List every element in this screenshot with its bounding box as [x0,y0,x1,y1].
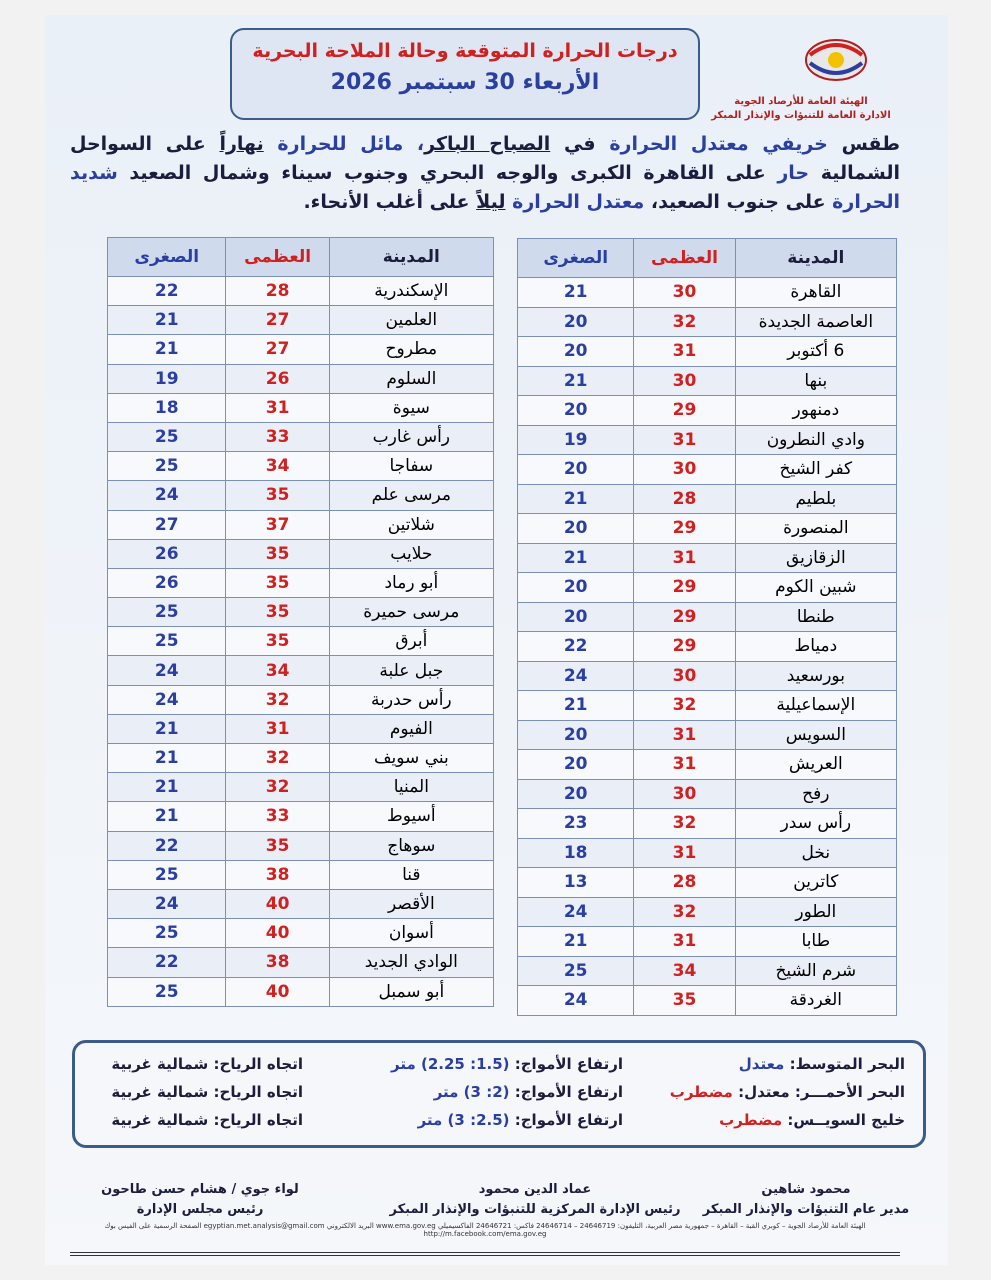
table-row [108,831,494,860]
wave-label: ارتفاع الأمواج: [509,1083,623,1101]
footer-divider [70,1255,900,1256]
city-cell: سفاجا [329,452,493,481]
min-header: الصغرى [518,239,634,278]
max-temp-cell: 28 [226,277,329,306]
min-temp-cell: 20 [518,337,634,367]
city-cell: كفر الشيخ [735,455,896,485]
table-row [518,366,897,396]
city-cell: سوهاج [329,831,493,860]
min-temp-cell: 25 [518,956,634,986]
max-temp-cell: 35 [226,568,329,597]
wave-height [418,1111,623,1129]
table-row [108,422,494,451]
city-cell: شبين الكوم [735,573,896,603]
city-cell: المنصورة [735,514,896,544]
city-header: المدينة [329,238,493,277]
max-temp-cell: 28 [634,868,735,898]
max-temp-cell: 35 [226,831,329,860]
max-temp-cell: 38 [226,948,329,977]
city-cell: طابا [735,927,896,957]
min-temp-cell: 21 [108,773,226,802]
signatory-name: عماد الدين محمود [478,1182,592,1197]
max-temp-cell: 29 [634,632,735,662]
table-row [108,598,494,627]
max-temp-cell: 27 [226,335,329,364]
table-row [518,455,897,485]
table-row [518,838,897,868]
table-row [518,396,897,426]
summary-text: على جنوب الصعيد، [644,191,833,213]
max-temp-cell: 35 [634,986,735,1016]
table-row [108,539,494,568]
table-row [108,393,494,422]
min-temp-cell: 20 [518,514,634,544]
page-title: درجات الحرارة المتوقعة وحالة الملاحة البحرية [252,40,678,62]
city-cell: المنيا [329,773,493,802]
min-temp-cell: 20 [518,602,634,632]
sea-state [670,1083,905,1101]
min-temp-cell: 19 [108,364,226,393]
city-cell: مرسى علم [329,481,493,510]
table-row [108,773,494,802]
title-box [230,28,700,120]
city-cell: الغردقة [735,986,896,1016]
min-temp-cell: 19 [518,425,634,455]
sea-name: البحر المتوسط: [784,1055,905,1073]
table-row [518,632,897,662]
table-row [108,306,494,335]
max-header: العظمى [226,238,329,277]
table-row [518,691,897,721]
max-temp-cell: 37 [226,510,329,539]
city-cell: الأقصر [329,889,493,918]
max-temp-cell: 38 [226,860,329,889]
table-row [108,685,494,714]
org-line-2: الادارة العامة للتنبؤات والإنذار المبكر [711,110,891,121]
table-row [108,656,494,685]
min-temp-cell: 25 [108,860,226,889]
city-header: المدينة [735,239,896,278]
forecast-summary [70,130,900,217]
city-cell: بلطيم [735,484,896,514]
ema-logo-icon [800,35,872,85]
table-row [518,927,897,957]
min-temp-cell: 25 [108,598,226,627]
min-temp-cell: 20 [518,779,634,809]
city-cell: بني سويف [329,744,493,773]
table-row [108,889,494,918]
table-row [518,514,897,544]
signatory-title: رئيس مجلس الإدارة [136,1202,264,1217]
sea-state-value: معتدل [738,1055,785,1073]
max-temp-cell: 34 [226,656,329,685]
min-temp-cell: 22 [108,277,226,306]
min-temp-cell: 24 [108,656,226,685]
city-cell: شرم الشيخ [735,956,896,986]
min-temp-cell: 25 [108,422,226,451]
city-cell: طنطا [735,602,896,632]
city-cell: أبو سمبل [329,977,493,1006]
min-temp-cell: 21 [518,278,634,308]
max-temp-cell: 40 [226,919,329,948]
signatory-name: محمود شاهين [761,1182,851,1197]
city-cell: نخل [735,838,896,868]
summary-text: طقس [827,133,901,155]
max-temp-cell: 28 [634,484,735,514]
city-cell: أسوان [329,919,493,948]
city-cell: مطروح [329,335,493,364]
min-temp-cell: 21 [108,335,226,364]
signatory-title: مدير عام التنبؤات والإنذار المبكر [702,1202,910,1217]
min-temp-cell: 21 [108,744,226,773]
table-row [518,307,897,337]
marine-row [75,1083,923,1109]
city-cell: مرسى حميرة [329,598,493,627]
table-row [518,986,897,1016]
min-temp-cell: 21 [108,714,226,743]
max-temp-cell: 32 [634,897,735,927]
max-temp-cell: 34 [226,452,329,481]
signatory-name: لواء جوي / هشام حسن طاحون [101,1182,299,1197]
min-temp-cell: 24 [108,685,226,714]
table-row [108,744,494,773]
table-row [108,510,494,539]
table-row [518,425,897,455]
summary-text: نهاراً [219,133,264,155]
sea-name: البحر الأحمـــر: معتدل: [732,1083,905,1101]
table-row [108,919,494,948]
max-temp-cell: 35 [226,481,329,510]
table-row [108,335,494,364]
wind-direction: اتجاه الرياح: شمالية غربية [111,1111,303,1129]
table-row [518,779,897,809]
table-row [108,277,494,306]
max-temp-cell: 29 [634,573,735,603]
signature-3 [85,1180,315,1220]
table-row [108,860,494,889]
max-temp-cell: 30 [634,455,735,485]
city-cell: دمنهور [735,396,896,426]
city-cell: بنها [735,366,896,396]
table-row [518,484,897,514]
table-row [518,720,897,750]
sea-name: خليج السويــس: [782,1111,905,1129]
min-temp-cell: 18 [518,838,634,868]
org-name [701,95,901,123]
max-temp-cell: 30 [634,779,735,809]
max-temp-cell: 33 [226,802,329,831]
city-cell: أسيوط [329,802,493,831]
city-cell: السلوم [329,364,493,393]
city-cell: 6 أكتوبر [735,337,896,367]
summary-text: على القاهرة الكبرى والوجه البحري وجنوب سيناء وشمال الصعيد [117,162,778,184]
city-cell: رأس سدر [735,809,896,839]
max-temp-cell: 29 [634,602,735,632]
table-row [518,897,897,927]
max-temp-cell: 29 [634,514,735,544]
marine-row [75,1055,923,1081]
summary-text: ، مائل للحرارة [263,133,425,155]
min-temp-cell: 21 [108,306,226,335]
min-temp-cell: 25 [108,452,226,481]
summary-text: شديد الحرارة [70,162,900,213]
min-temp-cell: 20 [518,455,634,485]
table-row [518,543,897,573]
table-row [108,481,494,510]
table-row [108,714,494,743]
max-temp-cell: 29 [634,396,735,426]
min-temp-cell: 22 [518,632,634,662]
table-row [518,573,897,603]
max-temp-cell: 32 [634,809,735,839]
max-temp-cell: 33 [226,422,329,451]
table-row [108,568,494,597]
min-temp-cell: 23 [518,809,634,839]
min-temp-cell: 24 [518,986,634,1016]
wave-height [434,1083,623,1101]
table-row [518,956,897,986]
max-temp-cell: 30 [634,366,735,396]
city-cell: رفح [735,779,896,809]
city-cell: القاهرة [735,278,896,308]
city-cell: دمياط [735,632,896,662]
city-cell: الإسماعيلية [735,691,896,721]
min-temp-cell: 26 [108,539,226,568]
max-temp-cell: 31 [634,720,735,750]
min-temp-cell: 25 [108,627,226,656]
max-temp-cell: 31 [634,838,735,868]
wave-label: ارتفاع الأمواج: [509,1111,623,1129]
temperature-table-left [107,237,494,1007]
summary-text: حار [777,162,810,184]
max-temp-cell: 31 [634,337,735,367]
table-row [518,661,897,691]
wind-direction: اتجاه الرياح: شمالية غربية [111,1055,303,1073]
min-temp-cell: 20 [518,396,634,426]
min-temp-cell: 24 [518,897,634,927]
min-temp-cell: 21 [518,691,634,721]
max-temp-cell: 31 [634,750,735,780]
summary-text: على السواحل الشمالية [70,133,900,184]
min-temp-cell: 22 [108,948,226,977]
table-row [518,868,897,898]
city-cell: قنا [329,860,493,889]
table-row [108,948,494,977]
city-cell: العلمين [329,306,493,335]
wave-label: ارتفاع الأمواج: [509,1055,623,1073]
city-cell: الإسكندرية [329,277,493,306]
max-temp-cell: 34 [634,956,735,986]
min-temp-cell: 20 [518,307,634,337]
max-temp-cell: 40 [226,889,329,918]
min-temp-cell: 13 [518,868,634,898]
city-cell: العاصمة الجديدة [735,307,896,337]
max-temp-cell: 32 [634,307,735,337]
wave-value: (2: 3) متر [433,1083,510,1101]
temperature-table-right [517,238,897,1016]
summary-text: ليلاً [476,191,506,213]
table-row [108,452,494,481]
max-temp-cell: 27 [226,306,329,335]
city-cell: شلاتين [329,510,493,539]
summary-text: الصباح الباكر [424,133,551,155]
forecast-date: الأربعاء 30 سبتمبر 2026 [330,70,600,95]
summary-text: في [550,133,596,155]
min-temp-cell: 20 [518,750,634,780]
max-temp-cell: 31 [634,927,735,957]
min-temp-cell: 27 [108,510,226,539]
min-temp-cell: 21 [518,484,634,514]
min-temp-cell: 24 [108,889,226,918]
city-cell: الزقازيق [735,543,896,573]
min-temp-cell: 20 [518,720,634,750]
org-line-1: الهيئة العامة للأرصاد الجوية [734,96,868,107]
table-row [518,602,897,632]
city-cell: الفيوم [329,714,493,743]
min-temp-cell: 21 [518,366,634,396]
max-temp-cell: 26 [226,364,329,393]
table-row [518,278,897,308]
signatory-title: رئيس الإدارة المركزية للتنبؤات والإنذار المبكر [389,1202,681,1217]
max-temp-cell: 32 [226,744,329,773]
table-row [518,809,897,839]
city-cell: كاترين [735,868,896,898]
max-temp-cell: 32 [634,691,735,721]
wind-direction: اتجاه الرياح: شمالية غربية [111,1083,303,1101]
summary-text: على أغلب الأنحاء. [303,191,477,213]
max-temp-cell: 35 [226,598,329,627]
max-temp-cell: 32 [226,685,329,714]
max-temp-cell: 35 [226,539,329,568]
summary-text: خريفي [762,133,828,155]
wave-value: (1.5: 2.25) متر [391,1055,510,1073]
min-temp-cell: 21 [518,927,634,957]
sea-state-value: مضطرب [669,1083,733,1101]
min-temp-cell: 24 [108,481,226,510]
city-cell: الوادي الجديد [329,948,493,977]
min-temp-cell: 20 [518,573,634,603]
city-cell: حلايب [329,539,493,568]
city-cell: بورسعيد [735,661,896,691]
min-header: الصغرى [108,238,226,277]
sea-state [739,1055,905,1073]
table-row [108,977,494,1006]
city-cell: رأس حدربة [329,685,493,714]
max-temp-cell: 40 [226,977,329,1006]
wave-value: (2.5: 3) متر [417,1111,510,1129]
max-temp-cell: 31 [226,714,329,743]
city-cell: أبرق [329,627,493,656]
max-temp-cell: 31 [634,425,735,455]
max-temp-cell: 30 [634,661,735,691]
city-cell: أبو رماد [329,568,493,597]
city-cell: سيوة [329,393,493,422]
sea-state-value: مضطرب [719,1111,783,1129]
table-row [108,364,494,393]
city-cell: الطور [735,897,896,927]
min-temp-cell: 21 [518,543,634,573]
min-temp-cell: 24 [518,661,634,691]
city-cell: السويس [735,720,896,750]
min-temp-cell: 25 [108,977,226,1006]
table-row [108,802,494,831]
city-cell: العريش [735,750,896,780]
min-temp-cell: 21 [108,802,226,831]
min-temp-cell: 22 [108,831,226,860]
max-temp-cell: 35 [226,627,329,656]
min-temp-cell: 18 [108,393,226,422]
summary-text: معتدل الحرارة [595,133,763,155]
footer-contact: الهيئة العامة للأرصاد الجوية – كوبري القبة – القاهرة – جمهورية مصر العربية، التليفون: 24646719 – 24646714 فاكس: 24646721 الفاكسيميلي www.ema.gov.eg البريد الالكتروني egyptian.met.analysis@gmail.com الصفحة الرسمية على الفيس بوك http://m.facebook.com/ema.gov.eg [70,1222,900,1253]
min-temp-cell: 25 [108,919,226,948]
sea-state [719,1111,905,1129]
city-cell: رأس غارب [329,422,493,451]
city-cell: وادي النطرون [735,425,896,455]
marine-row [75,1111,923,1137]
summary-text: معتدل الحرارة [505,191,645,213]
table-row [518,750,897,780]
max-temp-cell: 30 [634,278,735,308]
max-temp-cell: 31 [226,393,329,422]
wave-height [391,1055,623,1073]
table-row [518,337,897,367]
city-cell: جبل علبة [329,656,493,685]
min-temp-cell: 26 [108,568,226,597]
table-row [108,627,494,656]
max-header: العظمى [634,239,735,278]
marine-conditions-box [72,1040,926,1148]
signature-2 [380,1180,690,1220]
max-temp-cell: 32 [226,773,329,802]
signature-1 [701,1180,911,1220]
max-temp-cell: 31 [634,543,735,573]
